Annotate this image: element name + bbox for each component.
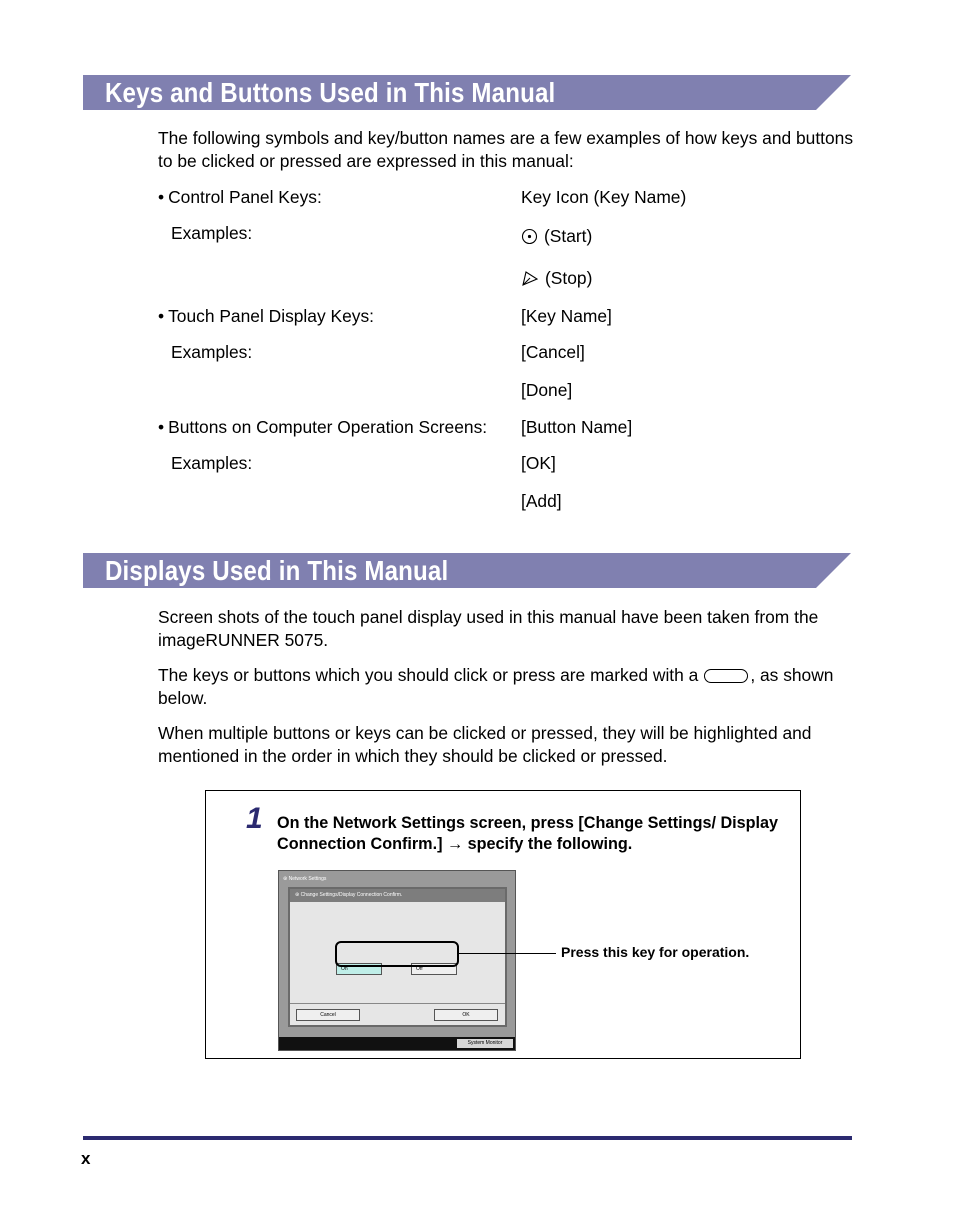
stop-example: (Stop)	[521, 267, 592, 289]
screen-title: ⊛ Network Settings	[283, 876, 327, 882]
touch-panel-value: [Key Name]	[521, 306, 612, 326]
section-title: Keys and Buttons Used in This Manual	[105, 77, 556, 108]
displays-paragraph-2: The keys or buttons which you should click or press are marked with a , as shown below.	[158, 665, 834, 708]
footer-rule	[83, 1136, 852, 1140]
system-monitor-button[interactable]: System Monitor	[457, 1039, 513, 1048]
start-key-icon	[521, 228, 538, 245]
on-button[interactable]: On	[336, 963, 382, 975]
computer-example-add: [Add]	[521, 491, 562, 511]
step-text: On the Network Settings screen, press [Change Settings/ Display Connection Confirm.] → specify the following.	[277, 814, 779, 853]
step-number: 1	[246, 802, 263, 835]
displays-paragraph-3: When multiple buttons or keys can be clicked or pressed, they will be highlighted and mentioned in the order in which they should be clicked or pressed.	[158, 723, 812, 766]
examples-label: Examples:	[171, 223, 253, 243]
keys-intro: The following symbols and key/button names are a few examples of how keys and buttons to be clicked or pressed are expressed in this manual:	[158, 128, 854, 171]
section-banner-displays	[83, 553, 851, 588]
dialog-title: ⊛ Change Settings/Display Connection Confirm.	[290, 889, 505, 902]
ok-button[interactable]: OK	[434, 1009, 498, 1021]
section-title: Displays Used in This Manual	[105, 555, 449, 586]
examples-label: Examples:	[171, 453, 253, 473]
cancel-button[interactable]: Cancel	[296, 1009, 360, 1021]
examples-label: Examples:	[171, 342, 253, 362]
control-panel-label: • Control Panel Keys:	[158, 187, 322, 207]
control-panel-value: Key Icon (Key Name)	[521, 187, 687, 207]
computer-example-ok: [OK]	[521, 453, 556, 473]
touch-panel-label: • Touch Panel Display Keys:	[158, 306, 374, 326]
key-marker-icon	[704, 669, 748, 683]
callout-text: Press this key for operation.	[561, 944, 750, 960]
screen-footer	[279, 1037, 515, 1050]
displays-paragraph-1: Screen shots of the touch panel display used in this manual have been taken from the imageRUNNER 5075.	[158, 607, 819, 650]
callout-line	[459, 953, 556, 954]
computer-value: [Button Name]	[521, 417, 633, 437]
stop-key-icon	[521, 270, 539, 287]
computer-label: • Buttons on Computer Operation Screens:	[158, 417, 488, 437]
start-example: (Start)	[521, 225, 592, 247]
touch-example-cancel: [Cancel]	[521, 342, 585, 362]
section-banner-keys	[83, 75, 851, 110]
touch-example-done: [Done]	[521, 380, 573, 400]
dialog-divider	[290, 1003, 505, 1004]
page-number: x	[81, 1149, 91, 1168]
key-highlight-frame	[335, 941, 459, 967]
off-button[interactable]: Off	[411, 963, 457, 975]
